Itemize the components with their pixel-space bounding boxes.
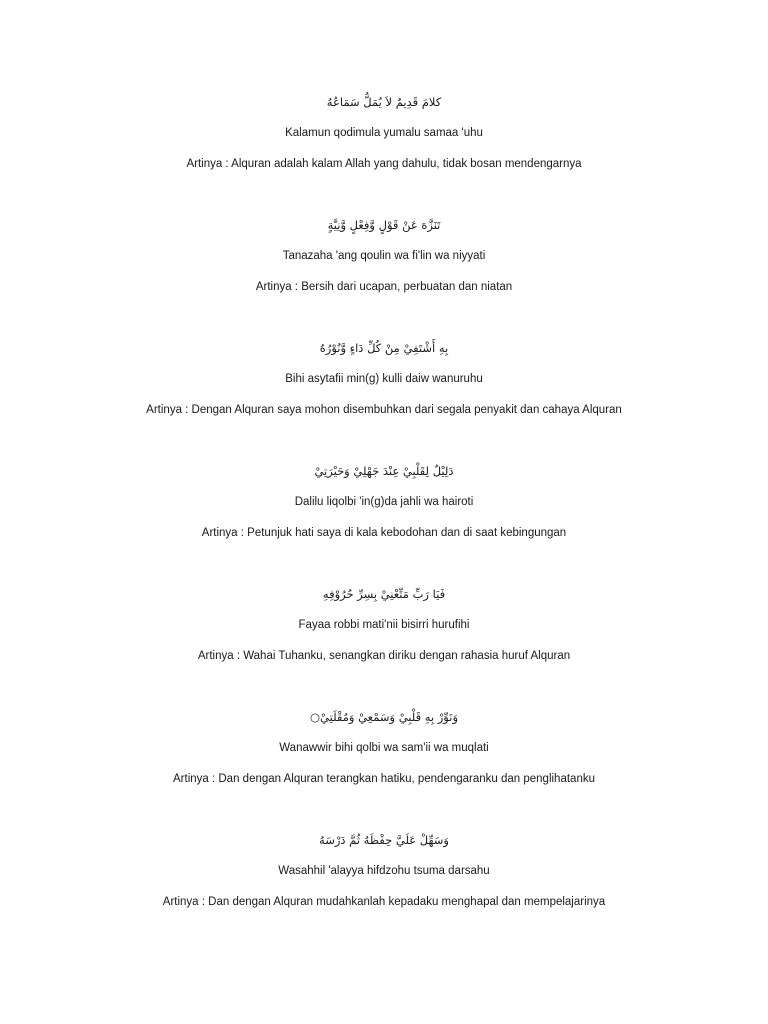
verse-block [0, 94, 768, 204]
arabic-text: دَلِيْلٌ لِقَلْبِيْ عِنْدَ جَهْلِيْ وَحَيْرَتِيْ [314, 464, 454, 478]
verse-block [0, 832, 768, 942]
verse-block [0, 709, 768, 819]
transliteration-text: Tanazaha 'ang qoulin wa fi'lin wa niyyati [282, 250, 486, 262]
arabic-text: كلامَ قَدِيمٌ لاَ يُمَلُّ سَمَاعُهُ [326, 95, 442, 109]
translation-text: Artinya : Dengan Alquran saya mohon disembuhkan dari segala penyakit dan cahaya Alquran [146, 404, 622, 416]
transliteration-text: Wanawwir bihi qolbi wa sam'ii wa muqlati [279, 742, 489, 754]
transliteration-text: Fayaa robbi mati'nii bisirri hurufihi [298, 619, 470, 631]
transliteration-text: Wasahhil 'alayya hifdzohu tsuma darsahu [278, 865, 490, 877]
translation-text: Artinya : Bersih dari ucapan, perbuatan dan niatan [255, 281, 513, 293]
translation-text: Artinya : Dan dengan Alquran terangkan hatiku, pendengaranku dan penglihatanku [173, 773, 595, 785]
arabic-text: فَيَا رَبِّ مَتِّعْنِيْ بِسِرِّ حُرُوْفِهِ [322, 587, 446, 601]
verse-block [0, 340, 768, 450]
arabic-text: تَنَزَّهَ عَنْ قَوْلٍ وَّفِعْلٍ وَّنِيَّةٍ [327, 218, 441, 232]
translation-text: Artinya : Dan dengan Alquran mudahkanlah kepadaku menghapal dan mempelajarinya [162, 896, 606, 908]
translation-text: Artinya : Alquran adalah kalam Allah yang dahulu, tidak bosan mendengarnya [186, 158, 582, 170]
verse-block [0, 586, 768, 696]
translation-text: Artinya : Wahai Tuhanku, senangkan diriku dengan rahasia huruf Alquran [197, 650, 571, 662]
verse-block [0, 463, 768, 573]
translation-text: Artinya : Petunjuk hati saya di kala kebodohan dan di saat kebingungan [201, 527, 567, 539]
transliteration-text: Bihi asytafii min(g) kulli daiw wanuruhu [285, 373, 483, 385]
arabic-text: وَسَهِّلْ عَلَيَّ حِفْظَهُ ثُمَّ دَرْسَهُ [319, 833, 449, 847]
arabic-text: بِهِ أَشْتَفِيْ مِنْ كُلِّ دَاءٍ وَّنُوْرُهُ [319, 341, 449, 355]
transliteration-text: Dalilu liqolbi 'in(g)da jahli wa hairoti [294, 496, 474, 508]
transliteration-text: Kalamun qodimula yumalu samaa 'uhu [285, 127, 483, 139]
verse-block [0, 217, 768, 327]
arabic-text: وَنَوِّرْ بِهِ قَلْبِيْ وَسَمْعِيْ وَمُقْلَتِيْ○ [310, 710, 458, 724]
